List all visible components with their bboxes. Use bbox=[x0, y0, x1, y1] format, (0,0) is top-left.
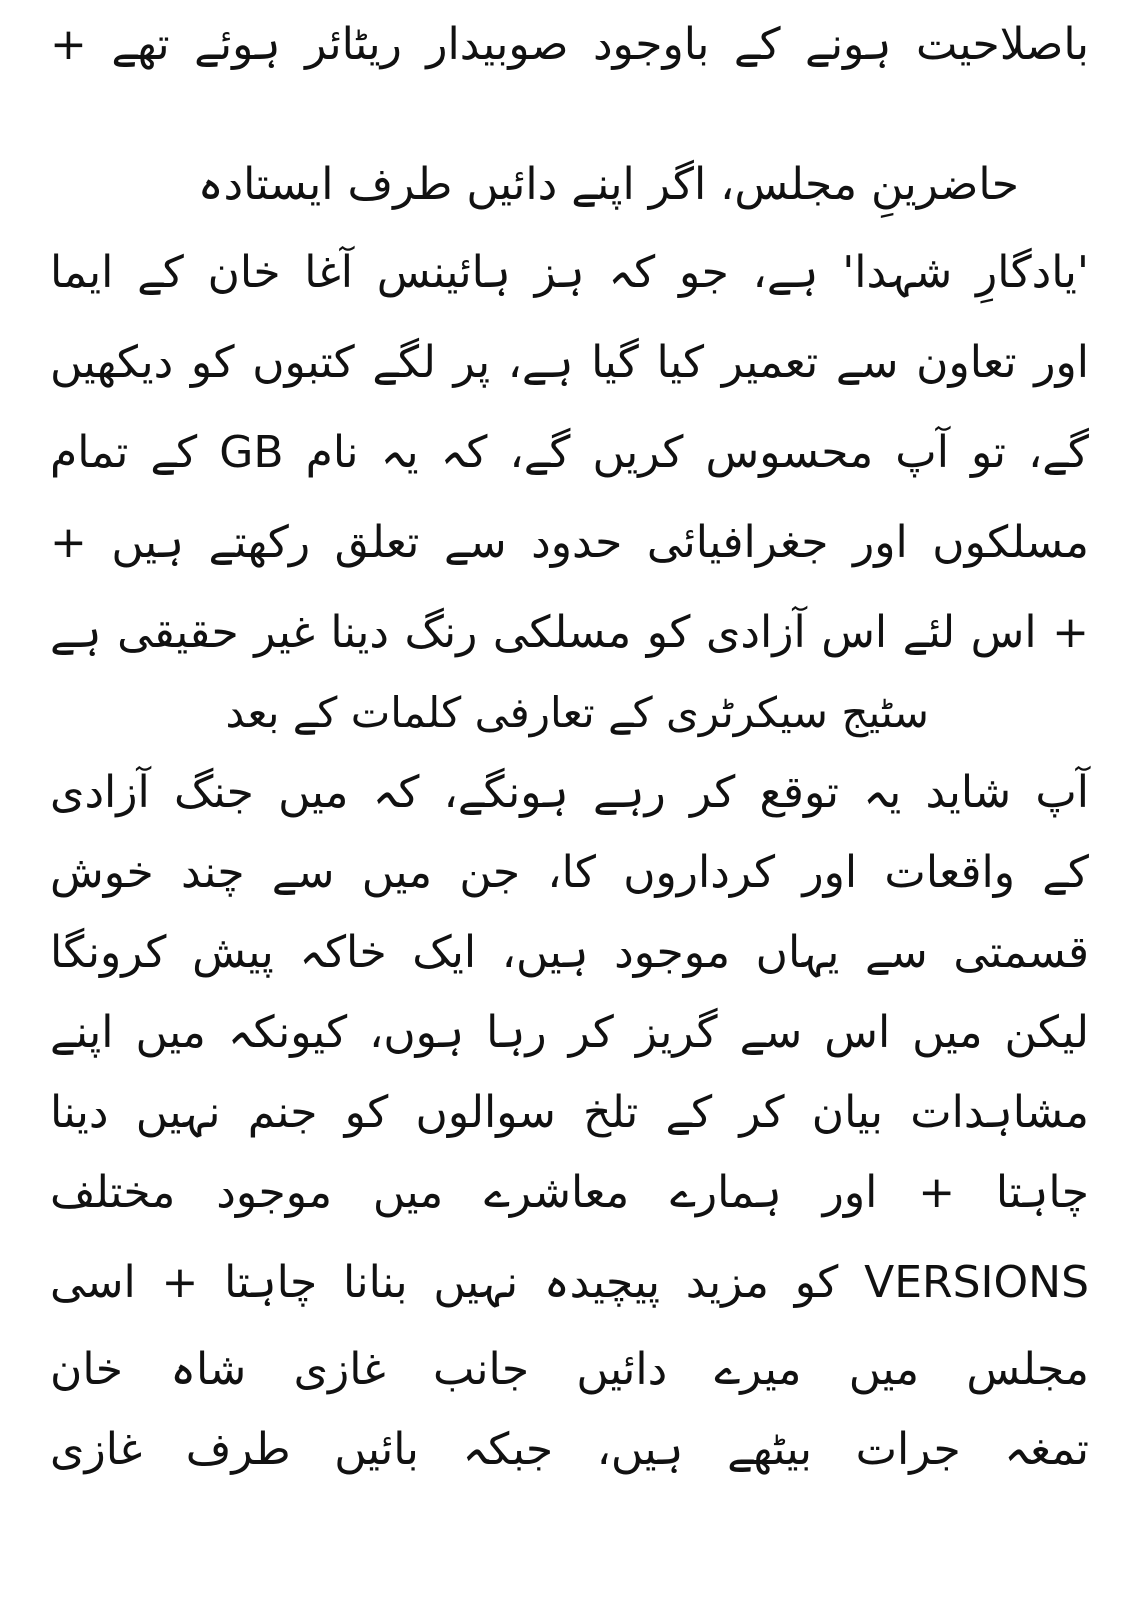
text-line: گے، تو آپ محسوس کریں گے، کہ یہ نام GB کے تمام bbox=[50, 427, 1089, 478]
text-line: مسلکوں اور جغرافیائی حدود سے تعلق رکھتے ہیں + bbox=[50, 517, 1089, 568]
text-line: + اس لئے اس آزادی کو مسلکی رنگ دینا غیر حقیقی ہے bbox=[50, 607, 1089, 658]
text-line: حاضرینِ مجلس، اگر اپنے دائیں طرف ایستادہ bbox=[197, 159, 1019, 210]
text-line: 'یادگارِ شہدا' ہے، جو کہ ہز ہائینس آغا خان کے ایما bbox=[50, 247, 1089, 298]
text-line: تمغہ جرات بیٹھے ہیں، جبکہ بائیں طرف غازی bbox=[50, 1424, 1089, 1475]
text-line: چاہتا + اور ہمارے معاشرے میں موجود مختلف bbox=[50, 1167, 1089, 1218]
text-line: قسمتی سے یہاں موجود ہیں، ایک خاکہ پیش کرونگا bbox=[50, 927, 1089, 978]
text-line: اور تعاون سے تعمیر کیا گیا ہے، پر لگے کتبوں کو دیکھیں bbox=[50, 337, 1089, 388]
text-line: VERSIONS کو مزید پیچیدہ نہیں بنانا چاہتا + اسی bbox=[50, 1257, 1089, 1308]
text-line: لیکن میں اس سے گریز کر رہا ہوں، کیونکہ میں اپنے bbox=[50, 1007, 1089, 1058]
text-line: آپ شاید یہ توقع کر رہے ہونگے، کہ میں جنگ آزادی bbox=[50, 767, 1089, 818]
text-line: مشاہدات بیان کر کے تلخ سوالوں کو جنم نہیں دینا bbox=[50, 1087, 1089, 1138]
text-line: سٹیج سیکرٹری کے تعارفی کلمات کے بعد bbox=[225, 688, 929, 737]
text-line: کے واقعات اور کرداروں کا، جن میں سے چند خوش bbox=[50, 847, 1089, 898]
text-line: باصلاحیت ہونے کے باوجود صوبیدار ریٹائر ہوئے تھے + bbox=[50, 19, 1089, 70]
text-line: مجلس میں میرے دائیں جانب غازی شاہ خان bbox=[50, 1344, 1089, 1395]
